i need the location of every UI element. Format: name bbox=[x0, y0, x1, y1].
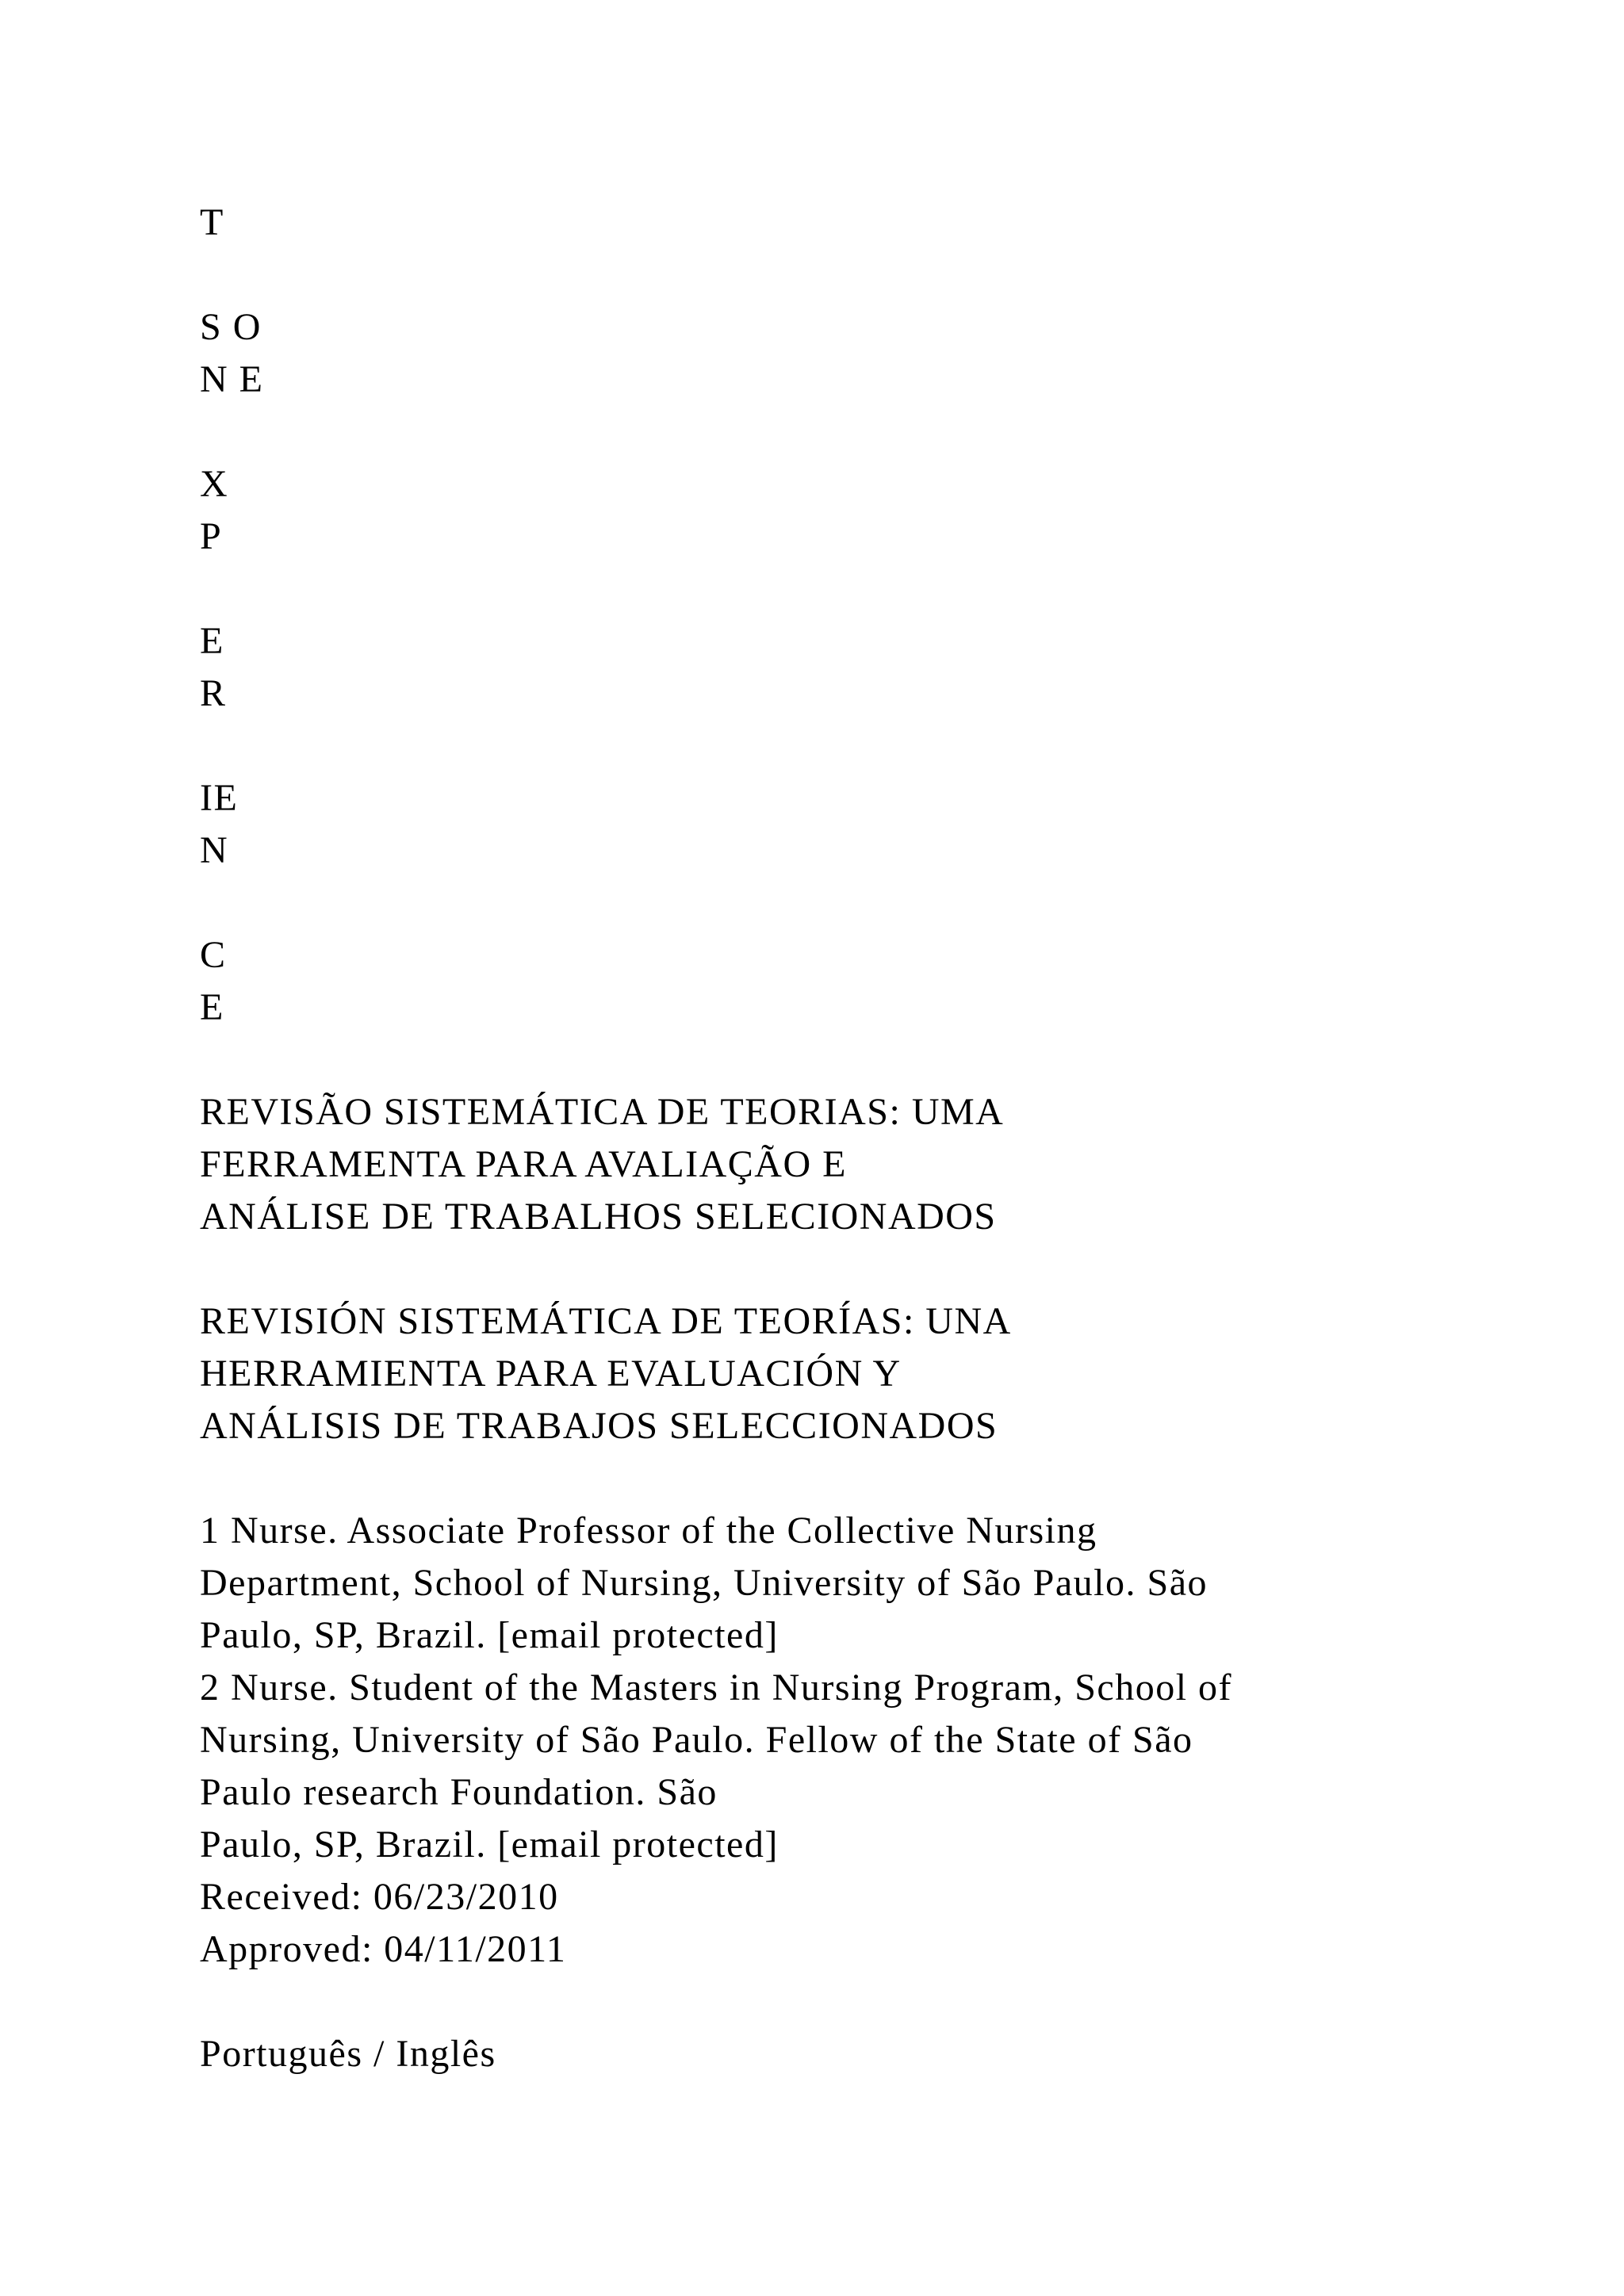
vertical-letter: E bbox=[200, 620, 224, 662]
vertical-letter: R bbox=[200, 672, 227, 714]
vertical-letter: C bbox=[200, 934, 227, 976]
vertical-letter: P bbox=[200, 515, 223, 557]
affiliation-line: Paulo research Foundation. São bbox=[200, 1771, 718, 1813]
affiliation-line: 2 Nurse. Student of the Masters in Nursing Program, School of bbox=[200, 1667, 1233, 1709]
title-es-line: REVISIÓN SISTEMÁTICA DE TEORÍAS: UNA bbox=[200, 1300, 1012, 1342]
title-pt-line: ANÁLISE DE TRABALHOS SELECIONADOS bbox=[200, 1196, 997, 1238]
document-page bbox=[200, 0, 1548, 2296]
language-note: Português / Inglês bbox=[200, 2033, 496, 2075]
vertical-letter: IE bbox=[200, 777, 239, 819]
affiliation-line: Paulo, SP, Brazil. [email protected] bbox=[200, 1614, 779, 1656]
title-es-line: ANÁLISIS DE TRABAJOS SELECCIONADOS bbox=[200, 1405, 998, 1447]
affiliation-line: Department, School of Nursing, University of São Paulo. São bbox=[200, 1562, 1208, 1604]
approved-date: Approved: 04/11/2011 bbox=[200, 1928, 567, 1970]
vertical-letter: X bbox=[200, 463, 229, 505]
received-date: Received: 06/23/2010 bbox=[200, 1876, 559, 1918]
title-pt-line: REVISÃO SISTEMÁTICA DE TEORIAS: UMA bbox=[200, 1091, 1005, 1133]
vertical-letter: E bbox=[200, 986, 224, 1028]
affiliation-line: 1 Nurse. Associate Professor of the Collective Nursing bbox=[200, 1510, 1097, 1552]
title-es-line: HERRAMIENTA PARA EVALUACIÓN Y bbox=[200, 1353, 902, 1395]
vertical-letter: T bbox=[200, 201, 224, 243]
affiliation-line: Nursing, University of São Paulo. Fellow of the State of São bbox=[200, 1719, 1193, 1761]
affiliation-line: Paulo, SP, Brazil. [email protected] bbox=[200, 1823, 779, 1866]
title-pt-line: FERRAMENTA PARA AVALIAÇÃO E bbox=[200, 1143, 847, 1185]
vertical-letter: S O bbox=[200, 306, 262, 348]
vertical-letter: N E bbox=[200, 358, 264, 400]
vertical-letter: N bbox=[200, 829, 229, 871]
